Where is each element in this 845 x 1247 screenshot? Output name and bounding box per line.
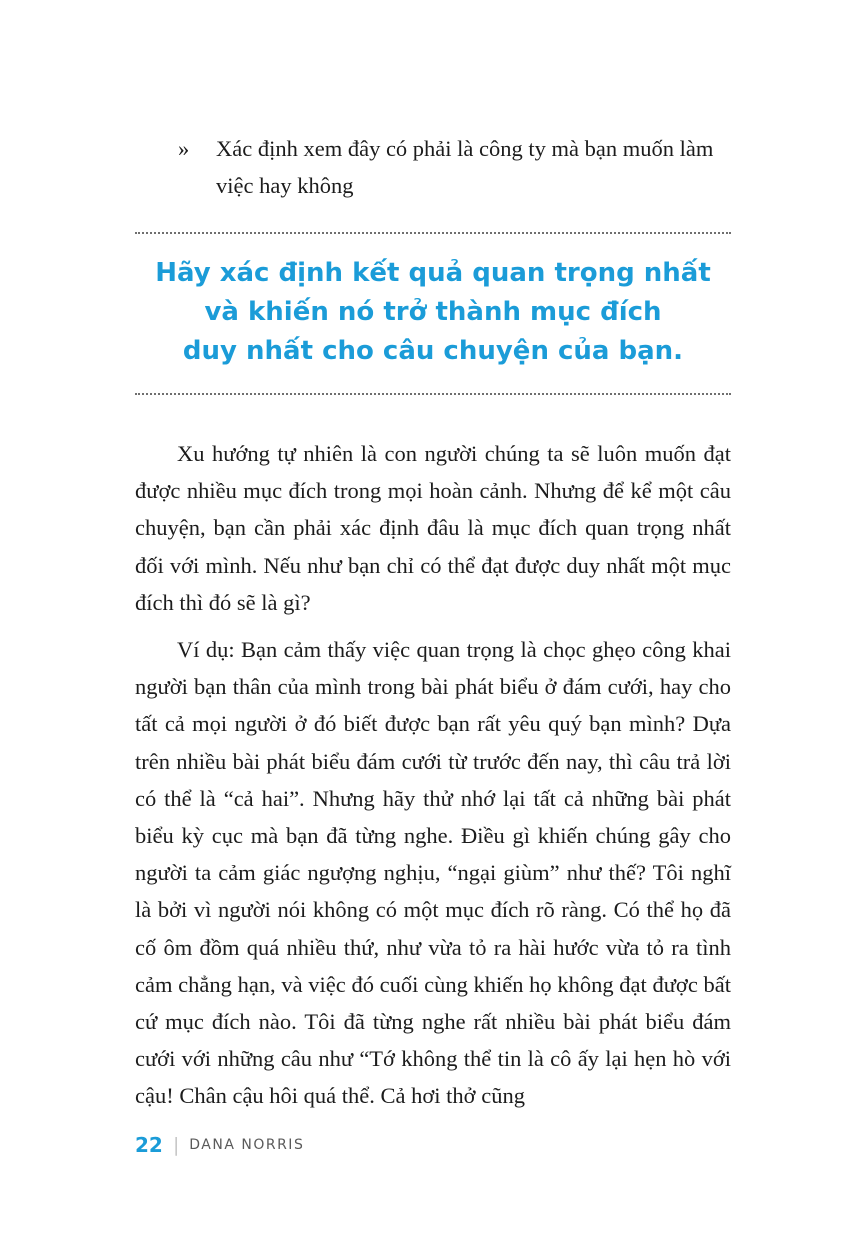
dotted-divider-bottom — [135, 393, 731, 395]
body-text — [135, 435, 731, 1115]
paragraph-1: Xu hướng tự nhiên là con người chúng ta sẽ luôn muốn đạt được nhiều mục đích trong mọi hoàn cảnh. Nhưng để kể một câu chuyện, bạn cần phải xác định đâu là mục đích quan trọng nhất đối với mình. Nếu như bạn chỉ có thể đạt được duy nhất một mục đích thì đó sẽ là gì? — [135, 441, 731, 615]
heading-line-2: và khiến nó trở thành mục đích — [204, 297, 662, 327]
bullet-list-item — [135, 130, 731, 204]
footer-separator: | — [172, 1134, 180, 1156]
bullet-marker: » — [178, 136, 190, 161]
bullet-text: Xác định xem đây có phải là công ty mà bạn muốn làm việc hay không — [216, 136, 714, 198]
heading-line-1: Hãy xác định kết quả quan trọng nhất — [155, 258, 711, 288]
author-name: DANA NORRIS — [189, 1137, 305, 1153]
page-number: 22 — [135, 1133, 163, 1157]
heading-line-3: duy nhất cho câu chuyện của bạn. — [182, 336, 684, 366]
page-footer — [135, 1133, 304, 1157]
dotted-divider-top — [135, 232, 731, 234]
page-content — [135, 0, 731, 1125]
section-heading — [135, 254, 731, 371]
paragraph-2: Ví dụ: Bạn cảm thấy việc quan trọng là chọc ghẹo công khai người bạn thân của mình trong bài phát biểu ở đám cưới, hay cho tất cả mọi người ở đó biết được bạn rất yêu quý bạn mình? Dựa trên nhiều bài phát biểu đám cưới từ trước đến nay, thì câu trả lời có thể là “cả hai”. Nhưng hãy thử nhớ lại tất cả những bài phát biểu kỳ cục mà bạn đã từng nghe. Điều gì khiến chúng gây cho người ta cảm giác ngượng nghịu, “ngại giùm” như thế? Tôi nghĩ là bởi vì người nói không có một mục đích rõ ràng. Có thể họ đã cố ôm đồm quá nhiều thứ, như vừa tỏ ra hài hước vừa tỏ ra tình cảm chẳng hạn, và việc đó cuối cùng khiến họ không đạt được bất cứ mục đích nào. Tôi đã từng nghe rất nhiều bài phát biểu đám cưới với những câu như “Tớ không thể tin là cô ấy lại hẹn hò với cậu! Chân cậu hôi quá thể. Cả hơi thở cũng — [135, 637, 731, 1109]
